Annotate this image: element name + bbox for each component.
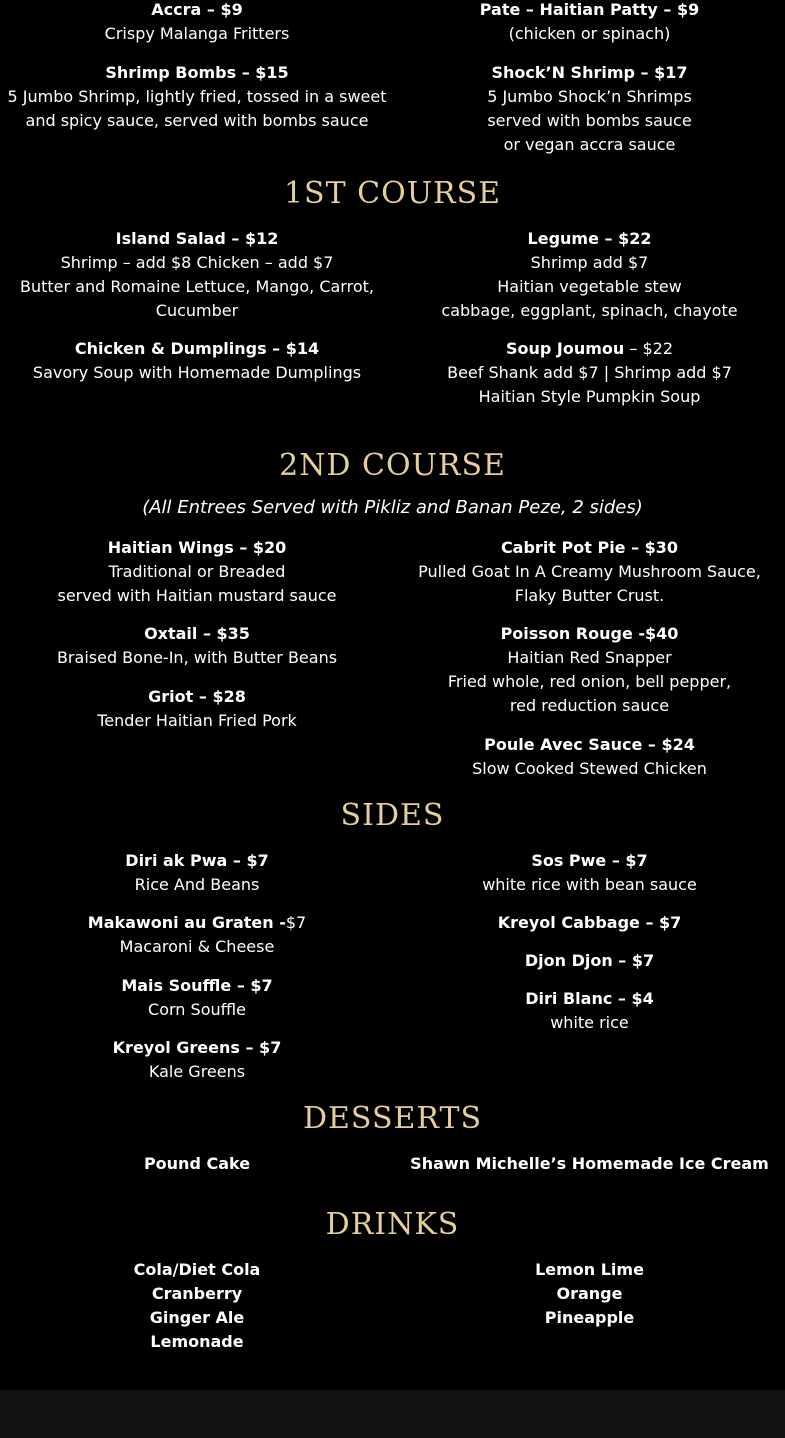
menu-item (394, 949, 785, 973)
menu-item-description: Braised Bone-In, with Butter Beans (56, 648, 338, 667)
menu-item (394, 337, 785, 409)
menu-item-title: Pound Cake (143, 1154, 251, 1173)
menu-item-title: Griot – $28 (148, 687, 246, 706)
menu-item-description: Savory Soup with Homemade Dumplings (32, 363, 362, 382)
menu-item (0, 685, 394, 733)
menu-item-title: Kreyol Greens – $7 (112, 1038, 282, 1057)
menu-item-description: white rice (550, 1013, 629, 1032)
menu-item-description: Tender Haitian Fried Pork (97, 711, 297, 730)
menu-item (394, 911, 785, 935)
menu-item (394, 61, 785, 157)
drink-item: Cranberry (151, 1284, 243, 1303)
menu-item-description: Fried whole, red onion, bell pepper, (447, 672, 732, 691)
section-heading-desserts: DESSERTS (302, 1101, 483, 1136)
drinks-right-column (394, 1258, 785, 1330)
menu-item (394, 987, 785, 1035)
menu-item (394, 536, 785, 608)
menu-item (0, 849, 394, 897)
menu-item-description: Cucumber (155, 301, 239, 320)
menu-item-name: Makawoni au Graten - (87, 913, 286, 932)
menu-item (394, 0, 785, 46)
menu-item-description: Kale Greens (148, 1062, 246, 1081)
menu-item-title: Diri ak Pwa – $7 (125, 851, 269, 870)
menu-item-title: Kreyol Cabbage – $7 (497, 913, 682, 932)
menu-item (0, 61, 394, 133)
menu-item-title: Shock’N Shrimp – $17 (491, 63, 688, 82)
menu-item-title: Shawn Michelle’s Homemade Ice Cream (410, 1154, 769, 1173)
menu-item-description: Traditional or Breaded (108, 562, 286, 581)
course2-left-column (0, 536, 394, 733)
sides-right-column (394, 849, 785, 1035)
page-footer (0, 1390, 785, 1438)
menu-item-description: Slow Cooked Stewed Chicken (472, 759, 707, 778)
menu-item-title: Diri Blanc – $4 (525, 989, 654, 1008)
menu-item-title: Island Salad – $12 (115, 229, 279, 248)
menu-item (0, 227, 394, 323)
section-heading-sides: SIDES (340, 798, 445, 833)
menu-item-title: Haitian Wings – $20 (107, 538, 287, 557)
menu-item-description: Shrimp – add $8 Chicken – add $7 (60, 253, 334, 272)
menu-item (0, 911, 394, 959)
menu-item-title: Accra – $9 (151, 0, 243, 19)
drink-item: Lemon Lime (535, 1260, 644, 1279)
course2-right-column (394, 536, 785, 781)
menu-item-description: 5 Jumbo Shock’n Shrimps (487, 87, 692, 106)
menu-item (0, 1036, 394, 1084)
menu-item-description: served with bombs sauce (487, 111, 692, 130)
menu-item-title: Shrimp Bombs – $15 (105, 63, 289, 82)
drink-item: Cola/Diet Cola (133, 1260, 261, 1279)
menu-item-description: Rice And Beans (134, 875, 260, 894)
menu-item-name: Soup Joumou (505, 339, 625, 358)
appetizers-right-column (394, 0, 785, 157)
menu-item-description: Macaroni & Cheese (119, 937, 275, 956)
section-heading-2nd-course: 2ND COURSE (279, 448, 506, 483)
menu-item-title (0, 911, 394, 935)
appetizers-left-column (0, 0, 394, 133)
menu-item (394, 849, 785, 897)
menu-item (0, 622, 394, 670)
menu-item-title: Poule Avec Sauce – $24 (484, 735, 695, 754)
menu-item-title: Poisson Rouge -$40 (500, 624, 679, 643)
menu-item-title: Pate – Haitian Patty – $9 (479, 0, 700, 19)
drink-item: Orange (556, 1284, 623, 1303)
menu-item-title: Cabrit Pot Pie – $30 (500, 538, 679, 557)
menu-item-title: Legume – $22 (527, 229, 652, 248)
menu-item-description: (chicken or spinach) (508, 24, 671, 43)
menu-item-description: Corn Souffle (148, 1000, 246, 1019)
menu-item-description: 5 Jumbo Shrimp, lightly fried, tossed in a sweet (7, 87, 387, 106)
menu-item (394, 733, 785, 781)
drink-item: Pineapple (544, 1308, 635, 1327)
menu-item-description: Shrimp add $7 (530, 253, 649, 272)
menu-item-description: Pulled Goat In A Creamy Mushroom Sauce, (418, 562, 761, 581)
menu-item-price: $7 (285, 913, 307, 932)
menu-item (394, 622, 785, 718)
menu-item (0, 0, 394, 46)
menu-item-description: Haitian Red Snapper (507, 648, 672, 667)
drink-item: Ginger Ale (149, 1308, 245, 1327)
menu-item-description: Beef Shank add $7 | Shrimp add $7 (447, 363, 732, 382)
desserts-left-column (0, 1152, 394, 1176)
menu-item-description: cabbage, eggplant, spinach, chayote (441, 301, 738, 320)
menu-item-description: or vegan accra sauce (503, 135, 676, 154)
menu-item-description: white rice with bean sauce (482, 875, 697, 894)
section-heading-1st-course: 1ST COURSE (283, 176, 502, 211)
menu-item (394, 227, 785, 323)
menu-item-description: served with Haitian mustard sauce (57, 586, 337, 605)
menu-item-title: Djon Djon – $7 (524, 951, 655, 970)
drinks-left-column (0, 1258, 394, 1354)
menu-item-title (394, 337, 785, 361)
menu-item-description: Flaky Butter Crust. (514, 586, 665, 605)
menu-item-title: Oxtail – $35 (144, 624, 250, 643)
menu-item-title: Mais Souffle – $7 (121, 976, 273, 995)
course1-right-column (394, 227, 785, 409)
menu-item-price: – $22 (624, 339, 674, 358)
menu-item-description: Haitian Style Pumpkin Soup (478, 387, 701, 406)
menu-item (0, 536, 394, 608)
course1-left-column (0, 227, 394, 385)
menu-item-description: Haitian vegetable stew (497, 277, 682, 296)
menu-item (0, 337, 394, 385)
menu-item-description: red reduction sauce (509, 696, 670, 715)
menu-item-title: Sos Pwe – $7 (531, 851, 648, 870)
section-note: (All Entrees Served with Pikliz and Banan Peze, 2 sides) (142, 497, 643, 518)
menu-item (0, 974, 394, 1022)
sides-left-column (0, 849, 394, 1084)
menu-item-title: Chicken & Dumplings – $14 (74, 339, 320, 358)
menu-item-description: Butter and Romaine Lettuce, Mango, Carrot, (20, 277, 374, 296)
menu-item-description: Crispy Malanga Fritters (104, 24, 290, 43)
menu-item-description: and spicy sauce, served with bombs sauce (25, 111, 369, 130)
desserts-right-column (394, 1152, 785, 1176)
section-heading-drinks: DRINKS (325, 1207, 460, 1242)
drink-item: Lemonade (150, 1332, 244, 1351)
